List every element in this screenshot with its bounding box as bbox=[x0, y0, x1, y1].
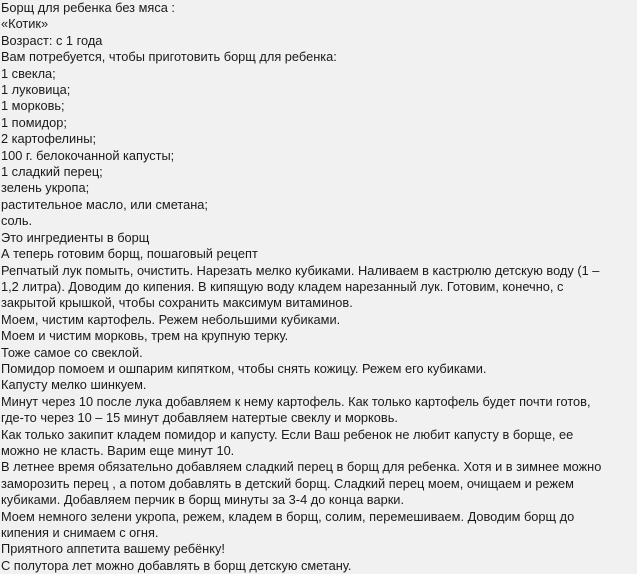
step-line: Как только закипит кладем помидор и капусту. Если Ваш ребенок не любит капусту в борще, ее bbox=[1, 427, 635, 443]
ingredient-item: 1 морковь; bbox=[1, 98, 637, 114]
step-line: С полутора лет можно добавлять в борщ детскую сметану. bbox=[1, 558, 635, 574]
ingredient-item: зелень укропа; bbox=[1, 180, 637, 196]
step-paragraph bbox=[1, 328, 635, 344]
step-paragraph bbox=[1, 394, 635, 427]
step-line: В летнее время обязательно добавляем сладкий перец в борщ для ребенка. Хотя и в зимнее можно bbox=[1, 459, 635, 475]
step-line: Минут через 10 после лука добавляем к нему картофель. Как только картофель будет почти готов, bbox=[1, 394, 635, 410]
step-line: Моем и чистим морковь, трем на крупную терку. bbox=[1, 328, 635, 344]
ingredient-item: 2 картофелины; bbox=[1, 131, 637, 147]
recipe-name: «Котик» bbox=[1, 16, 637, 32]
step-line: кубиками. Добавляем перчик в борщ минуты за 3-4 до конца варки. bbox=[1, 492, 635, 508]
step-paragraph bbox=[1, 427, 635, 460]
ingredient-item: 1 луковица; bbox=[1, 82, 637, 98]
step-line: можно не класть. Варим еще минут 10. bbox=[1, 443, 635, 459]
ingredient-item: 1 свекла; bbox=[1, 66, 637, 82]
recipe-title: Борщ для ребенка без мяса : bbox=[1, 0, 637, 16]
recipe-age: Возраст: с 1 года bbox=[1, 33, 637, 49]
step-paragraph bbox=[1, 459, 635, 508]
ingredients-outro: Это ингредиенты в борщ bbox=[1, 230, 637, 246]
step-paragraph bbox=[1, 345, 635, 361]
step-line: Тоже самое со свеклой. bbox=[1, 345, 635, 361]
step-line: 1,2 литра). Доводим до кипения. В кипящую воду кладем нарезанный лук. Готовим, конечно, с bbox=[1, 279, 635, 295]
steps-list bbox=[1, 263, 637, 574]
step-line: кипения и снимаем с огня. bbox=[1, 525, 635, 541]
ingredient-item: 1 помидор; bbox=[1, 115, 637, 131]
step-paragraph bbox=[1, 361, 635, 377]
step-paragraph bbox=[1, 377, 635, 393]
ingredient-item: 100 г. белокочанной капусты; bbox=[1, 148, 637, 164]
ingredient-list bbox=[1, 66, 637, 230]
step-line: Капусту мелко шинкуем. bbox=[1, 377, 635, 393]
ingredients-intro: Вам потребуется, чтобы приготовить борщ для ребенка: bbox=[1, 49, 637, 65]
step-paragraph bbox=[1, 509, 635, 542]
step-paragraph bbox=[1, 558, 635, 574]
step-line: где-то через 10 – 15 минут добавляем натертые свеклу и морковь. bbox=[1, 410, 635, 426]
step-line: Приятного аппетита вашему ребёнку! bbox=[1, 541, 635, 557]
step-paragraph bbox=[1, 263, 635, 312]
step-line: Моем, чистим картофель. Режем небольшими кубиками. bbox=[1, 312, 635, 328]
ingredient-item: соль. bbox=[1, 213, 637, 229]
ingredient-item: растительное масло, или сметана; bbox=[1, 197, 637, 213]
step-line: закрытой крышкой, чтобы сохранить максимум витаминов. bbox=[1, 295, 635, 311]
step-line: заморозить перец , а потом добавлять в детский борщ. Сладкий перец моем, очищаем и режем bbox=[1, 476, 635, 492]
step-line: Помидор помоем и ошпарим кипятком, чтобы снять кожицу. Режем его кубиками. bbox=[1, 361, 635, 377]
step-line: Моем немного зелени укропа, режем, кладем в борщ, солим, перемешиваем. Доводим борщ до bbox=[1, 509, 635, 525]
steps-heading: А теперь готовим борщ, пошаговый рецепт bbox=[1, 246, 637, 262]
step-line: Репчатый лук помыть, очистить. Нарезать мелко кубиками. Наливаем в кастрюлю детскую воду (1 – bbox=[1, 263, 635, 279]
step-paragraph bbox=[1, 312, 635, 328]
ingredient-item: 1 сладкий перец; bbox=[1, 164, 637, 180]
step-paragraph bbox=[1, 541, 635, 557]
